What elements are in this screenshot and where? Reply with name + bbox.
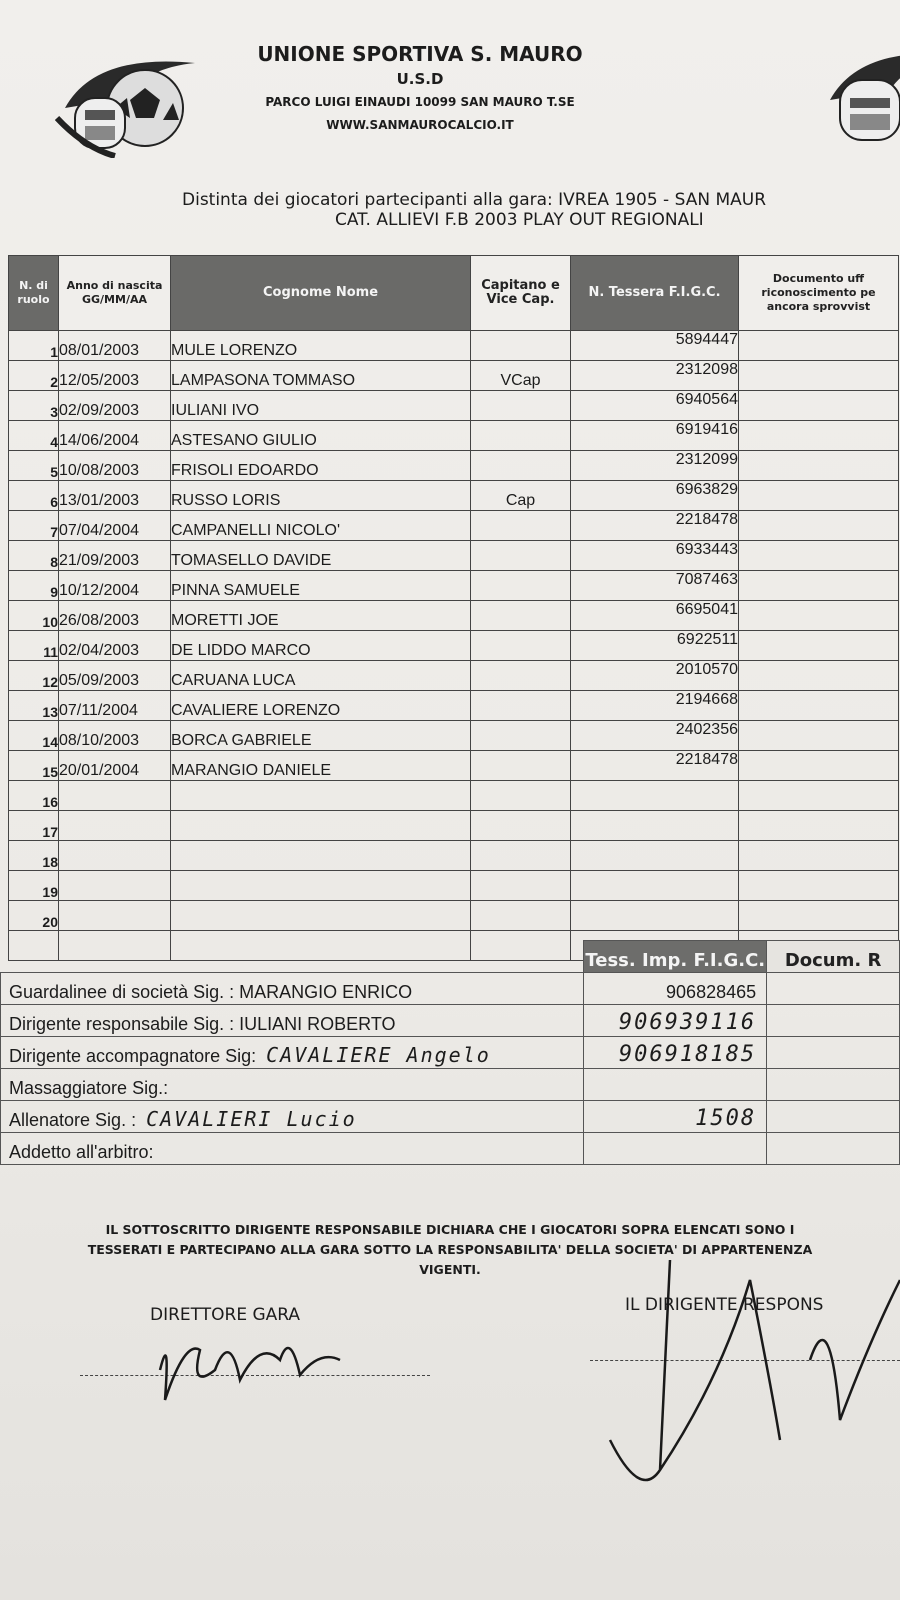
- birth-date: [59, 871, 171, 901]
- document-cell: [739, 331, 899, 361]
- declaration-line-3: VIGENTI.: [419, 1262, 481, 1277]
- row-number: 19: [9, 871, 59, 901]
- birth-date: [59, 811, 171, 841]
- row-number: 16: [9, 781, 59, 811]
- card-number: 2218478: [571, 751, 739, 781]
- player-name: MARANGIO DANIELE: [171, 751, 471, 781]
- card-number: 2402356: [571, 721, 739, 751]
- staff-header-document: Docum. R: [767, 941, 900, 973]
- document-cell: [739, 571, 899, 601]
- birth-date: 13/01/2003: [59, 481, 171, 511]
- player-name: FRISOLI EDOARDO: [171, 451, 471, 481]
- player-name: IULIANI IVO: [171, 391, 471, 421]
- player-name: PINNA SAMUELE: [171, 571, 471, 601]
- row-number: 5: [9, 451, 59, 481]
- player-name: [171, 781, 471, 811]
- table-row: [9, 631, 899, 661]
- col-header-number: N. di ruolo: [9, 256, 59, 331]
- table-row: [9, 661, 899, 691]
- table-row: [9, 781, 899, 811]
- staff-document: [767, 1005, 900, 1037]
- manager-signature-label: IL DIRIGENTE RESPONS: [625, 1295, 824, 1315]
- row-number: 13: [9, 691, 59, 721]
- document-cell: [739, 661, 899, 691]
- club-name: UNIONE SPORTIVA S. MAURO: [257, 42, 583, 66]
- staff-card-number: 906918185: [584, 1037, 767, 1069]
- table-row: [9, 691, 899, 721]
- document-cell: [739, 901, 899, 931]
- player-name: RUSSO LORIS: [171, 481, 471, 511]
- referee-signature-label: DIRETTORE GARA: [150, 1305, 301, 1325]
- captain-mark: [471, 691, 571, 721]
- staff-row: [1, 1133, 900, 1165]
- col-header-document: Documento uff riconoscimento pe ancora sprovvist: [739, 256, 899, 331]
- row-number: 17: [9, 811, 59, 841]
- captain-mark: [471, 511, 571, 541]
- table-row: [9, 481, 899, 511]
- table-row: [9, 901, 899, 931]
- captain-mark: Cap: [471, 481, 571, 511]
- birth-date: 20/01/2004: [59, 751, 171, 781]
- staff-row: [1, 1037, 900, 1069]
- staff-role: [1, 1005, 584, 1037]
- table-row: [9, 391, 899, 421]
- staff-handwritten-name: CAVALIERI Lucio: [146, 1107, 357, 1131]
- document-cell: [739, 871, 899, 901]
- row-number: 4: [9, 421, 59, 451]
- card-number: 6940564: [571, 391, 739, 421]
- captain-mark: [471, 331, 571, 361]
- declaration-line-2: TESSERATI E PARTECIPANO ALLA GARA SOTTO LA RESPONSABILITA' DELLA SOCIETA' DI APPARTENENZA: [87, 1242, 813, 1257]
- document-cell: [739, 541, 899, 571]
- captain-mark: [471, 781, 571, 811]
- player-name: [171, 841, 471, 871]
- col-header-birth: Anno di nascita GG/MM/AA: [59, 256, 171, 331]
- card-number: [571, 871, 739, 901]
- staff-card-number: 1508: [584, 1101, 767, 1133]
- card-number: 2312099: [571, 451, 739, 481]
- row-number: 3: [9, 391, 59, 421]
- player-name: [171, 871, 471, 901]
- row-number: 11: [9, 631, 59, 661]
- document-cell: [739, 481, 899, 511]
- document-cell: [739, 391, 899, 421]
- club-type: U.S.D: [396, 70, 444, 88]
- table-row: [9, 421, 899, 451]
- card-number: 2312098: [571, 361, 739, 391]
- staff-label: Addetto all'arbitro:: [9, 1142, 154, 1162]
- staff-row: [1, 1069, 900, 1101]
- player-name: MORETTI JOE: [171, 601, 471, 631]
- table-row: [9, 451, 899, 481]
- card-number: 6933443: [571, 541, 739, 571]
- card-number: 2218478: [571, 511, 739, 541]
- staff-row: [1, 1101, 900, 1133]
- captain-mark: [471, 601, 571, 631]
- captain-mark: [471, 391, 571, 421]
- staff-role: [1, 1101, 584, 1133]
- col-header-card: N. Tessera F.I.G.C.: [571, 256, 739, 331]
- card-number: 6922511: [571, 631, 739, 661]
- players-table: [8, 255, 899, 961]
- birth-date: 02/04/2003: [59, 631, 171, 661]
- staff-role: [1, 1133, 584, 1165]
- captain-mark: [471, 721, 571, 751]
- staff-row: [1, 973, 900, 1005]
- document-cell: [739, 721, 899, 751]
- player-name: [171, 811, 471, 841]
- club-address: PARCO LUIGI EINAUDI 10099 SAN MAURO T.SE: [265, 95, 575, 109]
- captain-mark: VCap: [471, 361, 571, 391]
- document-cell: [739, 691, 899, 721]
- staff-document: [767, 1037, 900, 1069]
- staff-document: [767, 1133, 900, 1165]
- card-number: 6919416: [571, 421, 739, 451]
- staff-label: Dirigente accompagnatore Sig:: [9, 1046, 257, 1066]
- table-row: [9, 751, 899, 781]
- birth-date: 14/06/2004: [59, 421, 171, 451]
- captain-mark: [471, 871, 571, 901]
- card-number: 6695041: [571, 601, 739, 631]
- staff-table: [0, 940, 900, 1165]
- col-header-name: Cognome Nome: [171, 256, 471, 331]
- referee-signature: [140, 1300, 360, 1420]
- staff-role: [1, 1037, 584, 1069]
- captain-mark: [471, 901, 571, 931]
- card-number: 7087463: [571, 571, 739, 601]
- col-header-captain: Capitano e Vice Cap.: [471, 256, 571, 331]
- table-row: [9, 871, 899, 901]
- birth-date: [59, 901, 171, 931]
- staff-document: [767, 973, 900, 1005]
- staff-document: [767, 1069, 900, 1101]
- captain-mark: [471, 751, 571, 781]
- table-row: [9, 571, 899, 601]
- player-name: MULE LORENZO: [171, 331, 471, 361]
- staff-card-number: [584, 1133, 767, 1165]
- document-cell: [739, 451, 899, 481]
- card-number: 5894447: [571, 331, 739, 361]
- staff-card-number: 906939116: [584, 1005, 767, 1037]
- staff-label: Guardalinee di società Sig. : MARANGIO ENRICO: [9, 982, 413, 1002]
- birth-date: 07/04/2004: [59, 511, 171, 541]
- captain-mark: [471, 811, 571, 841]
- player-name: DE LIDDO MARCO: [171, 631, 471, 661]
- table-row: [9, 331, 899, 361]
- staff-card-number: 906828465: [584, 973, 767, 1005]
- player-name: ASTESANO GIULIO: [171, 421, 471, 451]
- table-row: [9, 601, 899, 631]
- captain-mark: [471, 451, 571, 481]
- staff-card-number: [584, 1069, 767, 1101]
- match-title: Distinta dei giocatori partecipanti alla gara: IVREA 1905 - SAN MAUR: [182, 190, 767, 210]
- birth-date: 08/10/2003: [59, 721, 171, 751]
- birth-date: [59, 841, 171, 871]
- birth-date: 08/01/2003: [59, 331, 171, 361]
- card-number: 6963829: [571, 481, 739, 511]
- row-number: 20: [9, 901, 59, 931]
- player-name: CARUANA LUCA: [171, 661, 471, 691]
- captain-mark: [471, 661, 571, 691]
- card-number: 2010570: [571, 661, 739, 691]
- staff-header-spacer: [1, 941, 584, 973]
- row-number: 14: [9, 721, 59, 751]
- row-number: 6: [9, 481, 59, 511]
- captain-mark: [471, 571, 571, 601]
- document-cell: [739, 421, 899, 451]
- row-number: 15: [9, 751, 59, 781]
- document-cell: [739, 751, 899, 781]
- document-cell: [739, 781, 899, 811]
- player-name: LAMPASONA TOMMASO: [171, 361, 471, 391]
- player-name: CAMPANELLI NICOLO': [171, 511, 471, 541]
- captain-mark: [471, 541, 571, 571]
- club-website: WWW.SANMAUROCALCIO.IT: [326, 118, 514, 132]
- birth-date: 07/11/2004: [59, 691, 171, 721]
- staff-label: Allenatore Sig. :: [9, 1110, 137, 1130]
- birth-date: 26/08/2003: [59, 601, 171, 631]
- staff-header-card: Tess. Imp. F.I.G.C.: [584, 941, 767, 973]
- table-row: [9, 361, 899, 391]
- staff-row: [1, 1005, 900, 1037]
- row-number: 12: [9, 661, 59, 691]
- card-number: [571, 841, 739, 871]
- table-row: [9, 511, 899, 541]
- birth-date: 21/09/2003: [59, 541, 171, 571]
- row-number: 7: [9, 511, 59, 541]
- birth-date: 10/12/2004: [59, 571, 171, 601]
- birth-date: 02/09/2003: [59, 391, 171, 421]
- birth-date: 05/09/2003: [59, 661, 171, 691]
- table-row: [9, 811, 899, 841]
- birth-date: 10/08/2003: [59, 451, 171, 481]
- declaration-line-1: IL SOTTOSCRITTO DIRIGENTE RESPONSABILE DICHIARA CHE I GIOCATORI SOPRA ELENCATI SONO I: [105, 1222, 795, 1237]
- document-cell: [739, 841, 899, 871]
- player-name: [171, 901, 471, 931]
- manager-signature: [600, 1240, 900, 1540]
- row-number: 10: [9, 601, 59, 631]
- table-row: [9, 721, 899, 751]
- card-number: [571, 811, 739, 841]
- player-name: TOMASELLO DAVIDE: [171, 541, 471, 571]
- card-number: [571, 901, 739, 931]
- player-name: BORCA GABRIELE: [171, 721, 471, 751]
- captain-mark: [471, 421, 571, 451]
- row-number: 8: [9, 541, 59, 571]
- card-number: 2194668: [571, 691, 739, 721]
- card-number: [571, 781, 739, 811]
- document-cell: [739, 511, 899, 541]
- staff-handwritten-name: CAVALIERE Angelo: [266, 1043, 491, 1067]
- birth-date: [59, 781, 171, 811]
- table-row: [9, 541, 899, 571]
- birth-date: 12/05/2003: [59, 361, 171, 391]
- row-number: 9: [9, 571, 59, 601]
- captain-mark: [471, 631, 571, 661]
- player-name: CAVALIERE LORENZO: [171, 691, 471, 721]
- document-cell: [739, 631, 899, 661]
- row-number: 1: [9, 331, 59, 361]
- staff-role: [1, 1069, 584, 1101]
- document-cell: [739, 811, 899, 841]
- staff-label: Massaggiatore Sig.:: [9, 1078, 169, 1098]
- staff-role: [1, 973, 584, 1005]
- staff-document: [767, 1101, 900, 1133]
- document-cell: [739, 361, 899, 391]
- row-number: 18: [9, 841, 59, 871]
- staff-label: Dirigente responsabile Sig. : IULIANI ROBERTO: [9, 1014, 396, 1034]
- document-cell: [739, 601, 899, 631]
- row-number: 2: [9, 361, 59, 391]
- captain-mark: [471, 841, 571, 871]
- category-title: CAT. ALLIEVI F.B 2003 PLAY OUT REGIONALI: [335, 210, 704, 230]
- table-row: [9, 841, 899, 871]
